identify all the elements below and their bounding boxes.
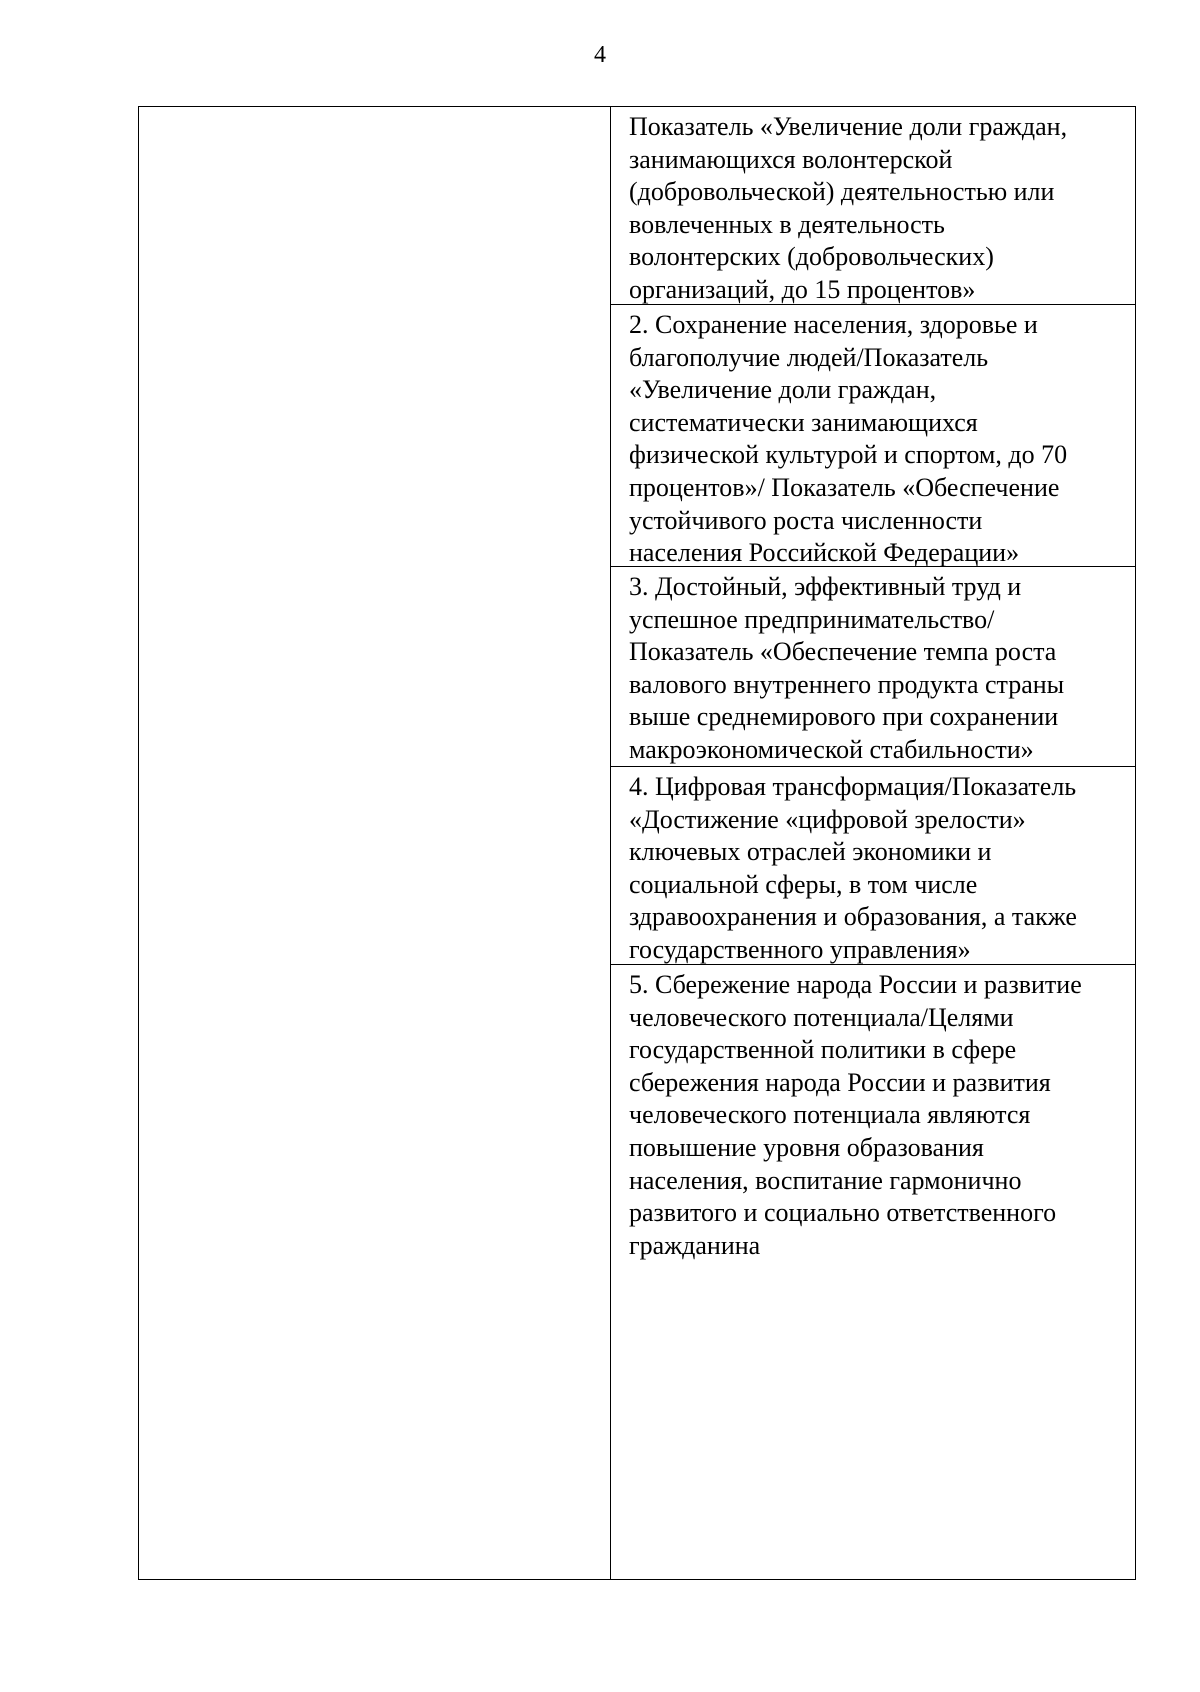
text-line: 5. Сбережение народа России и развитие — [629, 970, 1082, 999]
text-line: вовлеченных в деятельность — [629, 209, 945, 239]
table-cell-goal-human-potential — [611, 965, 1135, 1579]
text-line: 3. Достойный, эффективный труд и — [629, 572, 1022, 601]
text-line: (добровольческой) деятельностью или — [629, 177, 1055, 207]
text-line: государственной политики в сфере — [629, 1035, 1017, 1065]
text-line: систематически занимающихся — [629, 407, 978, 437]
text-line: Показатель «Обеспечение темпа роста — [629, 637, 1057, 667]
table-cell-indicator-volunteer — [611, 107, 1135, 305]
text-line: физической культурой и спортом, до 70 — [629, 440, 1068, 470]
text-line: макроэкономической стабильности» — [629, 734, 1034, 764]
text-line: сбережения народа России и развития — [629, 1067, 1051, 1097]
text-line: населения Российской Федерации» — [629, 538, 1020, 567]
goals-table — [138, 106, 1136, 1580]
table-cell-goal-population — [611, 305, 1135, 567]
text-line: устойчивого роста численности — [629, 505, 983, 535]
text-line: государственного управления» — [629, 934, 971, 964]
table-left-column — [139, 107, 611, 1579]
text-line: «Увеличение доли граждан, — [629, 375, 937, 405]
text-line: ключевых отраслей экономики и — [629, 837, 992, 867]
table-right-column — [611, 107, 1135, 1579]
table-cell-goal-digital — [611, 767, 1135, 965]
text-line: организаций, до 15 процентов» — [629, 274, 976, 304]
text-line: благополучие людей/Показатель — [629, 342, 989, 372]
text-line: здравоохранения и образования, а также — [629, 902, 1077, 932]
text-line: выше среднемирового при сохранении — [629, 702, 1059, 732]
text-line: гражданина — [629, 1230, 761, 1260]
text-line: повышение уровня образования — [629, 1132, 984, 1162]
page-number: 4 — [594, 42, 606, 68]
text-line: волонтерских (добровольческих) — [629, 242, 994, 272]
text-line: человеческого потенциала/Целями — [629, 1002, 1014, 1032]
text-line: занимающихся волонтерской — [629, 144, 953, 174]
text-line: 4. Цифровая трансформация/Показатель — [629, 772, 1077, 801]
text-line: развитого и социально ответственного — [629, 1198, 1057, 1228]
text-line: Показатель «Увеличение доли граждан, — [629, 112, 1068, 141]
text-line: 2. Сохранение населения, здоровье и — [629, 310, 1038, 339]
text-line: населения, воспитание гармонично — [629, 1165, 1022, 1195]
text-line: успешное предпринимательство/ — [629, 604, 995, 634]
text-line: «Достижение «цифровой зрелости» — [629, 804, 1026, 834]
text-line: социальной сферы, в том числе — [629, 869, 978, 899]
text-line: валового внутреннего продукта страны — [629, 669, 1065, 699]
text-line: человеческого потенциала являются — [629, 1100, 1031, 1130]
table-cell-goal-labor — [611, 567, 1135, 767]
text-line: процентов»/ Показатель «Обеспечение — [629, 472, 1060, 502]
